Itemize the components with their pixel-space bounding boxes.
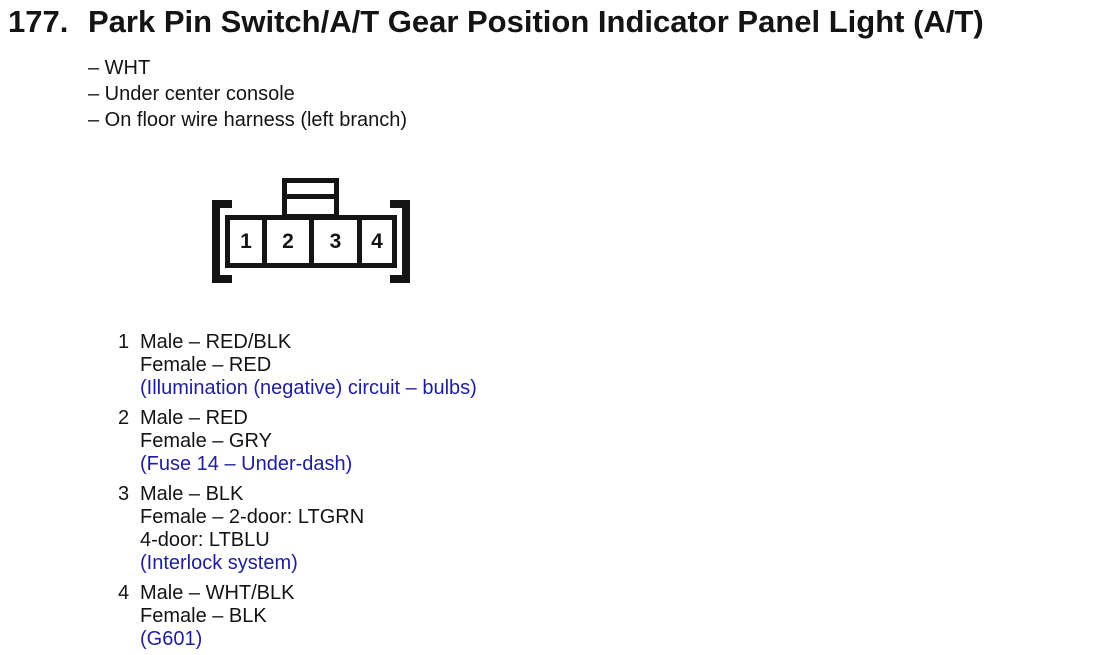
pin-3-number: 3 xyxy=(118,483,130,505)
pin-4-female-wire: Female – BLK xyxy=(140,605,267,627)
connector-body xyxy=(225,215,397,268)
pin-3-male-wire: Male – BLK xyxy=(140,483,244,505)
pin-4-circuit-note: (G601) xyxy=(140,628,203,650)
pin-cavity-1 xyxy=(230,220,262,263)
pin-4-male-wire: Male – WHT/BLK xyxy=(140,582,295,604)
pin-cavity-3 xyxy=(309,220,357,263)
pin-3-female-wire-4door: 4-door: LTBLU xyxy=(140,529,270,551)
pin-cavity-2 xyxy=(262,220,309,263)
pin-4-details xyxy=(118,582,477,651)
pin-3-lines xyxy=(140,483,364,575)
location-bullet-place: – Under center console xyxy=(88,83,295,105)
connector-location-list xyxy=(88,55,407,133)
pin-1-male-wire: Male – RED/BLK xyxy=(140,331,292,353)
pin-3-female-wire: Female – 2-door: LTGRN xyxy=(140,506,365,528)
pin-cavity-4-label: 4 xyxy=(371,229,383,253)
pin-4-number: 4 xyxy=(118,582,130,604)
pin-cavity-3-label: 3 xyxy=(329,229,342,253)
pin-1-details xyxy=(118,331,477,400)
pin-3-circuit-note: (Interlock system) xyxy=(140,552,298,574)
pin-1-circuit-note: (Illumination (negative) circuit – bulbs) xyxy=(140,377,477,399)
page-title xyxy=(8,4,984,40)
pin-2-number: 2 xyxy=(118,407,130,429)
location-bullet-color: – WHT xyxy=(88,57,151,79)
connector-diagram xyxy=(212,178,410,283)
section-number: 177. xyxy=(8,4,69,39)
pin-2-female-wire: Female – GRY xyxy=(140,430,272,452)
pin-cavity-4 xyxy=(357,220,392,263)
pin-detail-list xyxy=(118,331,477,655)
pin-2-male-wire: Male – RED xyxy=(140,407,248,429)
pin-2-circuit-note: (Fuse 14 – Under-dash) xyxy=(140,453,353,475)
pin-2-lines xyxy=(140,407,352,476)
pin-2-details xyxy=(118,407,477,476)
pin-1-number: 1 xyxy=(118,331,130,353)
section-title: Park Pin Switch/A/T Gear Position Indicator Panel Light (A/T) xyxy=(88,4,984,39)
pin-cavity-2-label: 2 xyxy=(282,229,294,253)
pin-1-lines xyxy=(140,331,477,400)
pin-3-details xyxy=(118,483,477,575)
location-bullet-harness: – On floor wire harness (left branch) xyxy=(88,109,408,131)
pin-1-female-wire: Female – RED xyxy=(140,354,272,376)
pin-cavity-1-label: 1 xyxy=(240,229,252,253)
pin-4-lines xyxy=(140,582,294,651)
connector-latch xyxy=(282,178,339,219)
